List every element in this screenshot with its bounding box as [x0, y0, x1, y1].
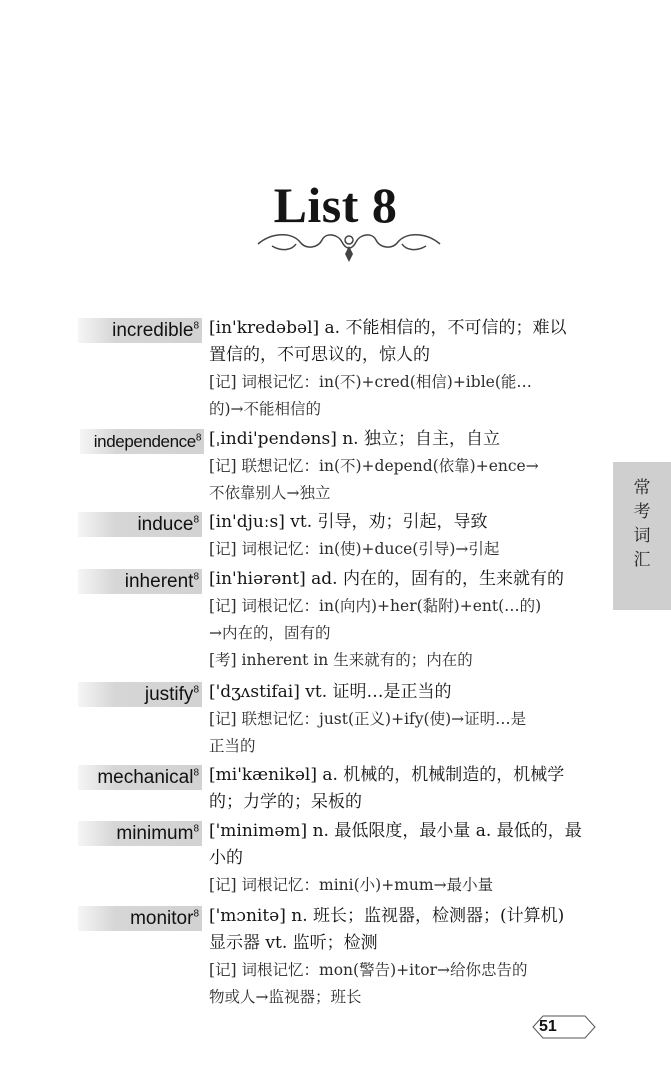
headword-text: incredible	[112, 320, 194, 341]
headword-text: mechanical	[97, 767, 194, 788]
definition-block	[209, 903, 604, 1011]
headword	[78, 512, 202, 537]
definition-line: [记] 词根记忆：in(使)+duce(引导)→引起	[209, 540, 500, 558]
definition-line: [记] 联想记忆：just(正义)+ify(使)→证明…是	[209, 710, 527, 728]
definition-line: 的；力学的；呆板的	[209, 792, 362, 812]
definition-line: 正当的	[209, 737, 256, 755]
definition-line: ['miniməm] n. 最低限度，最小量 a. 最低的，最	[209, 821, 582, 841]
definition-line: 不依靠别人→独立	[209, 484, 331, 502]
page-title: List 8	[273, 177, 398, 233]
frequency-level: 8	[195, 432, 201, 444]
frequency-level: 8	[193, 823, 199, 835]
definition-line: [记] 词根记忆：in(不)+cred(相信)+ible(能…	[209, 373, 532, 391]
definition-line: ['dʒʌstifai] vt. 证明…是正当的	[209, 682, 452, 702]
frequency-level: 8	[193, 767, 199, 779]
definition-line: [in'kredəbəl] a. 不能相信的，不可信的；难以	[209, 318, 567, 338]
definition-line: [ˌindi'pendəns] n. 独立；自主，自立	[209, 429, 500, 449]
frequency-level: 8	[193, 684, 199, 696]
headword-text: independence	[93, 432, 196, 451]
headword-text: induce	[137, 514, 194, 535]
definition-line: 的)→不能相信的	[209, 400, 322, 418]
ornament-divider	[252, 228, 446, 264]
definition-line: 置信的，不可思议的，惊人的	[209, 345, 430, 365]
definition-line: 物或人→监视器；班长	[209, 988, 362, 1006]
headword	[78, 821, 202, 846]
definition-line: 小的	[209, 848, 243, 868]
frequency-level: 8	[193, 908, 199, 920]
definition-line: [mi'kænikəl] a. 机械的，机械制造的，机械学	[209, 765, 565, 785]
headword-text: inherent	[124, 571, 194, 592]
definition-line: [in'djuːs] vt. 引导，劝；引起，导致	[209, 512, 488, 532]
side-tab	[613, 462, 671, 610]
definition-line: [记] 词根记忆：mini(小)+mum→最小量	[209, 876, 494, 894]
definition-line: 显示器 vt. 监听；检测	[209, 933, 378, 953]
frequency-level: 8	[193, 320, 199, 332]
definition-line: [记] 词根记忆：mon(警告)+itor→给你忠告的	[209, 961, 528, 979]
definition-block	[209, 818, 604, 899]
headword	[78, 569, 202, 594]
headword	[78, 765, 202, 790]
definition-block	[209, 679, 604, 760]
definition-block	[209, 426, 604, 507]
definition-block	[209, 762, 604, 816]
headword	[78, 906, 202, 931]
definition-line: ['mɔnitə] n. 班长；监视器，检测器；(计算机)	[209, 906, 565, 926]
page-number: 51	[539, 1018, 557, 1035]
headword-text: minimum	[116, 823, 194, 844]
frequency-level: 8	[193, 571, 199, 583]
definition-line: [考] inherent in 生来就有的；内在的	[209, 651, 473, 669]
headword	[80, 429, 204, 454]
headword	[78, 318, 202, 343]
definition-line: [记] 词根记忆：in(向内)+her(黏附)+ent(…的)	[209, 597, 542, 615]
headword-text: justify	[144, 684, 194, 705]
side-tab-label: 常 考 词 汇	[633, 478, 651, 570]
definition-line: [in'hiərənt] ad. 内在的，固有的，生来就有的	[209, 569, 564, 589]
definition-block	[209, 509, 604, 563]
definition-line: →内在的，固有的	[209, 624, 331, 642]
definition-block	[209, 566, 604, 674]
definition-line: [记] 联想记忆：in(不)+depend(依靠)+ence→	[209, 457, 539, 475]
frequency-level: 8	[193, 514, 199, 526]
headword-text: monitor	[130, 908, 194, 929]
definition-block	[209, 315, 604, 423]
headword	[78, 682, 202, 707]
